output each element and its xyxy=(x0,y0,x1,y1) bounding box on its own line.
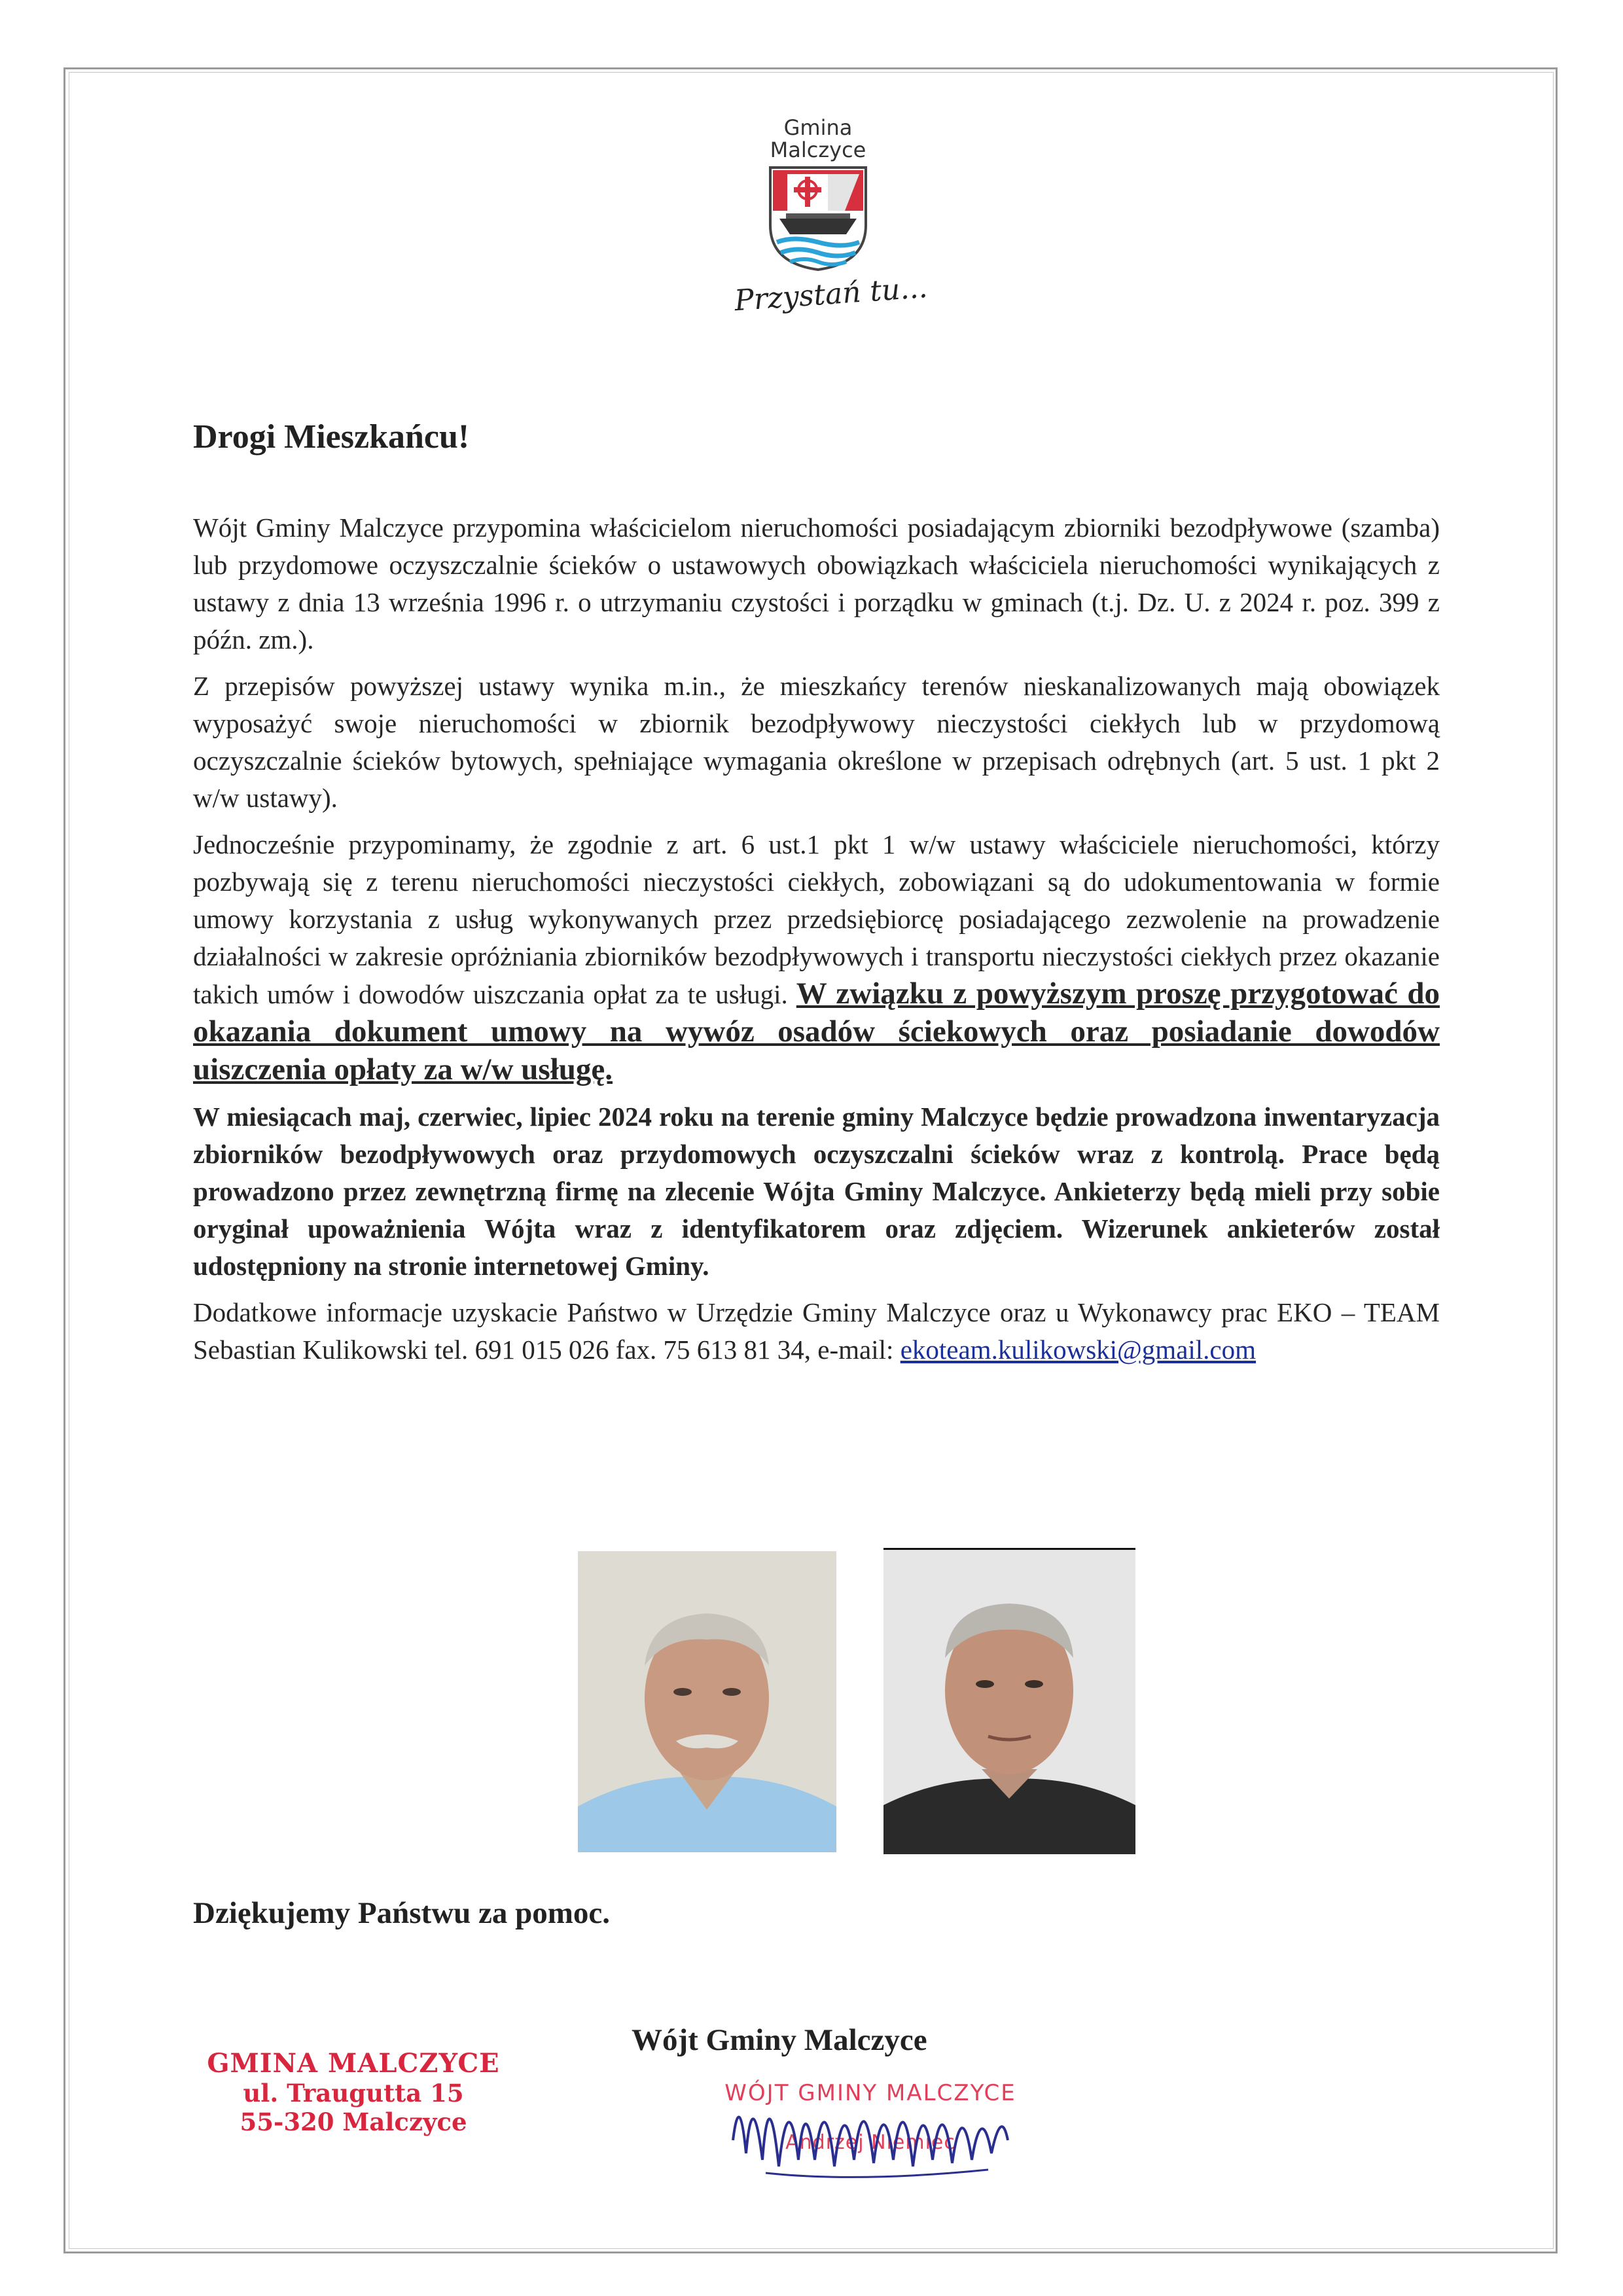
stamp-line-street: ul. Traugutta 15 xyxy=(243,2079,464,2108)
paragraph-documentation xyxy=(193,826,1440,1089)
thanks-text: Dziękujemy Państwu za pomoc. xyxy=(193,1896,611,1930)
signer-stamp-name: Andrzej Niemiec xyxy=(785,2131,955,2154)
logo-motto: Przystań tu... xyxy=(733,270,929,318)
logo-line-malczyce: Malczyce xyxy=(770,137,866,162)
paragraph-contact xyxy=(193,1294,1440,1369)
stamp-line-name: GMINA MALCZYCE xyxy=(207,2048,500,2079)
emphasis-prepare-documents: W związku z powyższym proszę przygotować do okazania dokument umowy na wywóz osadów ściekowych oraz posiadanie dowodów uiszczenia opłaty za w/w usługę. xyxy=(193,977,1440,1086)
handwritten-signature-icon xyxy=(726,2062,1014,2193)
logo-line-gmina: Gmina xyxy=(783,115,853,140)
municipality-logo xyxy=(720,110,929,326)
surveyor-photo-1 xyxy=(578,1551,836,1852)
surveyor-photo-2 xyxy=(883,1548,1135,1854)
paragraph-documentation-text: Jednocześnie przypominamy, że zgodnie z art. 6 ust.1 pkt 1 w/w ustawy właściciele nieruchomości, którzy pozbywają się z terenu nieruchomości nieczystości ciekłych, zobowiązani są do udokumentowania w formie umowy korzystania z usług wykonywanych przez przedsiębiorcę posiadającego zezwolenie na prowadzenie działalności w zakresie opróżniania zbiorników bezodpływowych i transportu nieczystości ciekłych przez okazanie takich umów i dowodów uiszczania opłat za te usługi. xyxy=(193,829,1440,1009)
paragraph-reminder: Wójt Gminy Malczyce przypomina właścicielom nieruchomości posiadającym zbiorniki bezodpływowe (szamba) lub przydomowe oczyszczalnie ścieków o ustawowych obowiązkach właściciela nieruchomości wynikających z ustawy z dnia 13 września 1996 r. o utrzymaniu czystości i porządku w gminach (t.j. Dz. U. z 2024 r. poz. 399 z późn. zm.). xyxy=(193,512,1440,655)
municipality-stamp xyxy=(196,2049,510,2136)
paragraph-obligations: Z przepisów powyższej ustawy wynika m.in., że mieszkańcy terenów nieskanalizowanych mają obowiązek wyposażyć swoje nieruchomości w zbiornik bezodpływowy nieczystości ciekłych lub w przydomową oczyszczalnie ścieków bytowych, spełniające wymagania określone w przepisach odrębnych (art. 5 ust. 1 pkt 2 w/w ustawy). xyxy=(193,671,1440,813)
stamp-line-city: 55-320 Malczyce xyxy=(240,2108,467,2136)
portrait-2-icon xyxy=(883,1550,1135,1854)
greeting-heading: Drogi Mieszkańcu! xyxy=(193,418,470,456)
portrait-1-icon xyxy=(578,1551,836,1852)
signer-title: Wójt Gminy Malczyce xyxy=(632,2023,927,2057)
signer-stamp-title: WÓJT GMINY MALCZYCE xyxy=(724,2080,1016,2106)
contact-text: Dodatkowe informacje uzyskacie Państwo w Urzędzie Gminy Malczyce oraz u Wykonawcy prac EKO – TEAM Sebastian Kulikowski tel. 691 015 026 fax. 75 613 81 34, e-mail: xyxy=(193,1297,1440,1365)
letter-body xyxy=(193,509,1440,1378)
coat-of-arms-icon xyxy=(768,165,868,272)
email-link[interactable]: ekoteam.kulikowski@gmail.com xyxy=(900,1335,1257,1365)
paragraph-inventory: W miesiącach maj, czerwiec, lipiec 2024 roku na terenie gminy Malczyce będzie prowadzona inwentaryzacja zbiorników bezodpływowych oraz przydomowych oczyszczalni ścieków wraz z kontrolą. Prace będą prowadzono przez zewnętrzną firmę na zlecenie Wójta Gminy Malczyce. Ankieterzy będą mieli przy sobie oryginał upoważnienia Wójta wraz z identyfikatorem oraz zdjęciem. Wizerunek ankieterów został udostępniony na stronie internetowej Gminy. xyxy=(193,1102,1440,1281)
